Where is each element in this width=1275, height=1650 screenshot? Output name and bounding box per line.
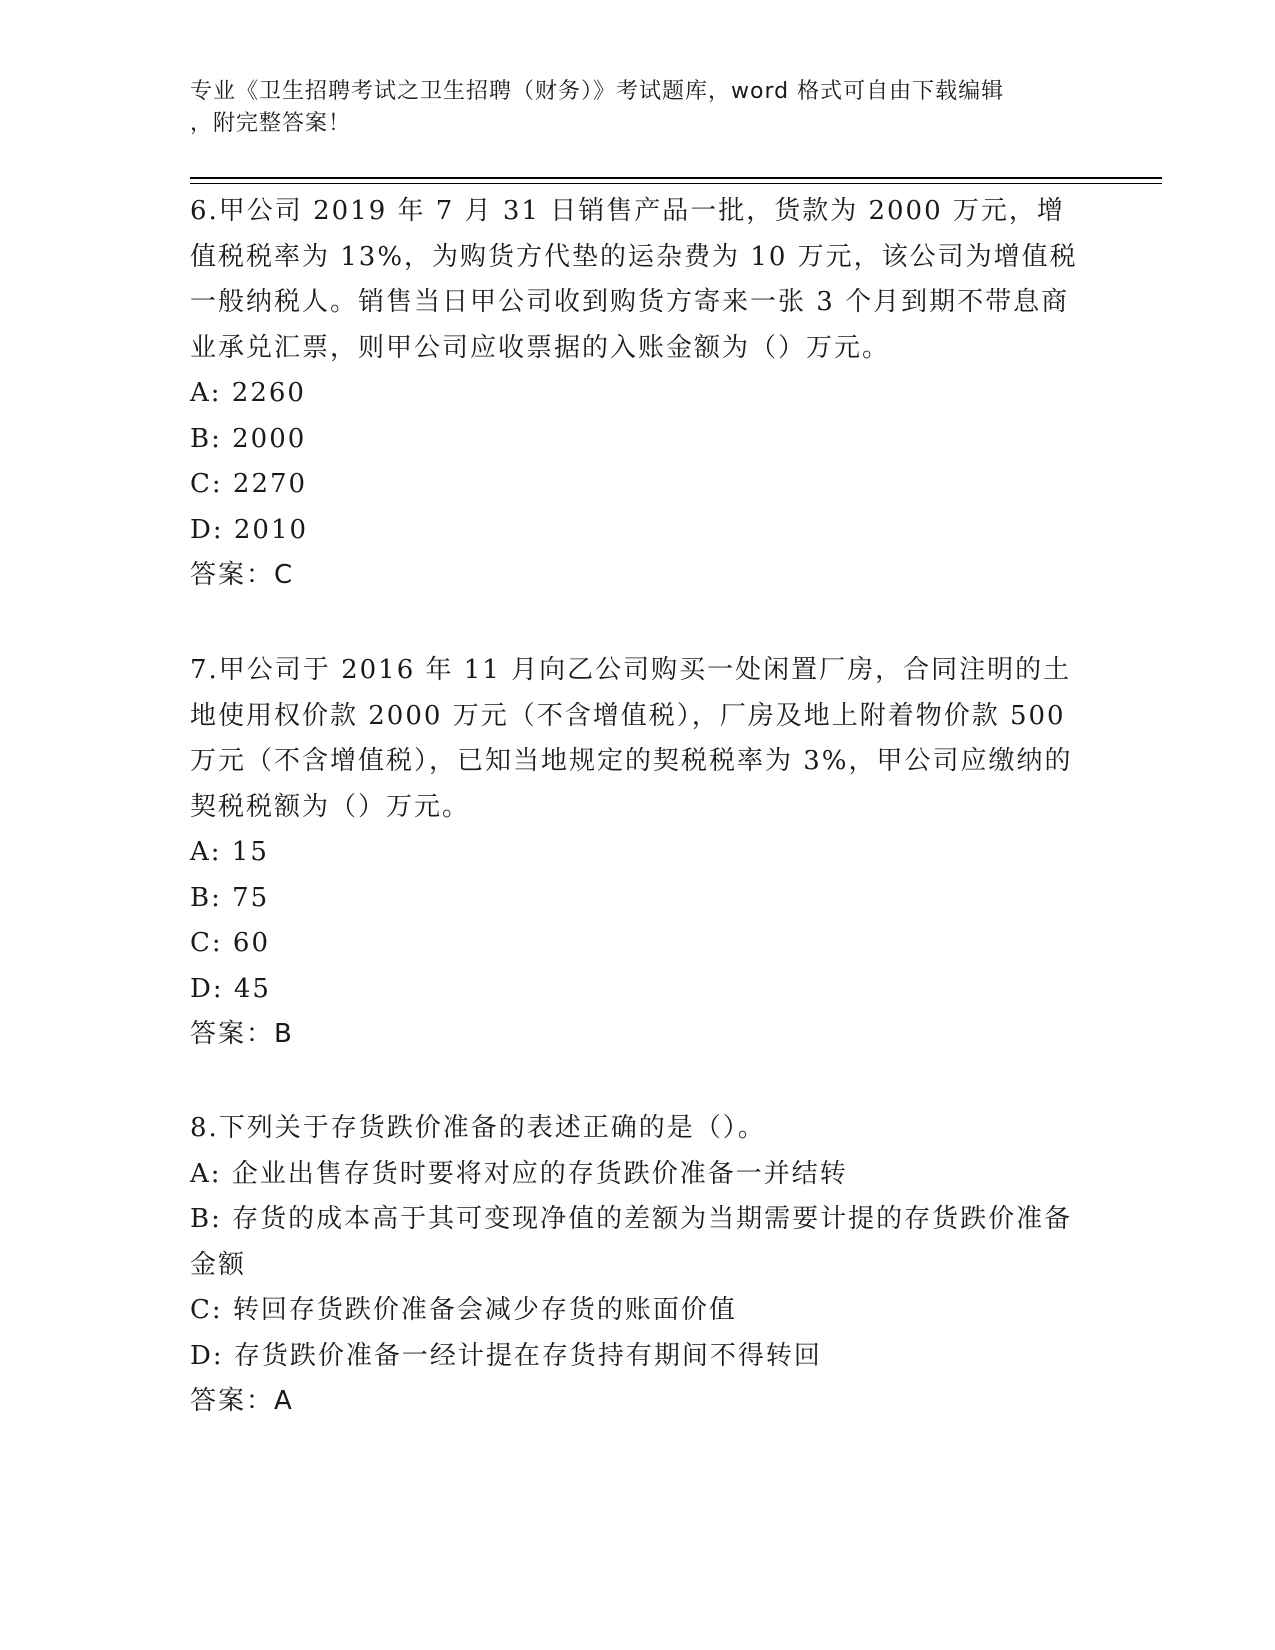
question-6 [190,189,1090,599]
question-8 [190,1106,1090,1425]
question-stem: 8.下列关于存货跌价准备的表述正确的是（）。 [190,1113,766,1143]
option-a: A: 企业出售存货时要将对应的存货跌价准备一并结转 [190,1158,848,1189]
answer-label: 答案：A [190,1386,294,1416]
question-stem: 6.甲公司 2019 年 7 月 31 日销售产品一批，货款为 2000 万元，增值税税率为 13%，为购货方代垫的运杂费为 10 万元，该公司为增值税一般纳税人。销售当日甲公司收到购货方寄来一张 3 个月到期不带息商业承兑汇票，则甲公司应收票据的入账金额为（）万元。 [190,196,1078,363]
document-header [190,76,1090,140]
option-d: D: 45 [190,973,271,1004]
option-b: B: 2000 [190,423,307,454]
answer-label: 答案：C [190,560,295,590]
answer-label: 答案：B [190,1019,294,1049]
header-divider-thin [190,183,1162,184]
option-d: D: 2010 [190,514,309,545]
option-c: C: 60 [190,928,271,958]
option-d: D: 存货跌价准备一经计提在存货持有期间不得转回 [190,1340,822,1371]
option-a: A: 2260 [190,378,306,408]
option-b: B: 75 [190,882,270,913]
option-b: B: 存货的成本高于其可变现净值的差额为当期需要计提的存货跌价准备金额 [190,1204,1073,1280]
header-divider-thick [190,177,1162,179]
question-7 [190,648,1090,1058]
question-stem: 7.甲公司于 2016 年 11 月向乙公司购买一处闲置厂房，合同注明的土地使用权价款 2000 万元（不含增值税），厂房及地上附着物价款 500 万元（不含增值税），已知当地规定的契税税率为 3%，甲公司应缴纳的契税税额为（）万元。 [190,655,1073,822]
option-a: A: 15 [190,837,269,867]
header-line-1: 专业《卫生招聘考试之卫生招聘（财务）》考试题库，word 格式可自由下载编辑 [190,79,1005,104]
option-c: C: 2270 [190,469,308,499]
header-line-2: ，附完整答案！ [190,111,352,136]
option-c: C: 转回存货跌价准备会减少存货的账面价值 [190,1295,737,1325]
